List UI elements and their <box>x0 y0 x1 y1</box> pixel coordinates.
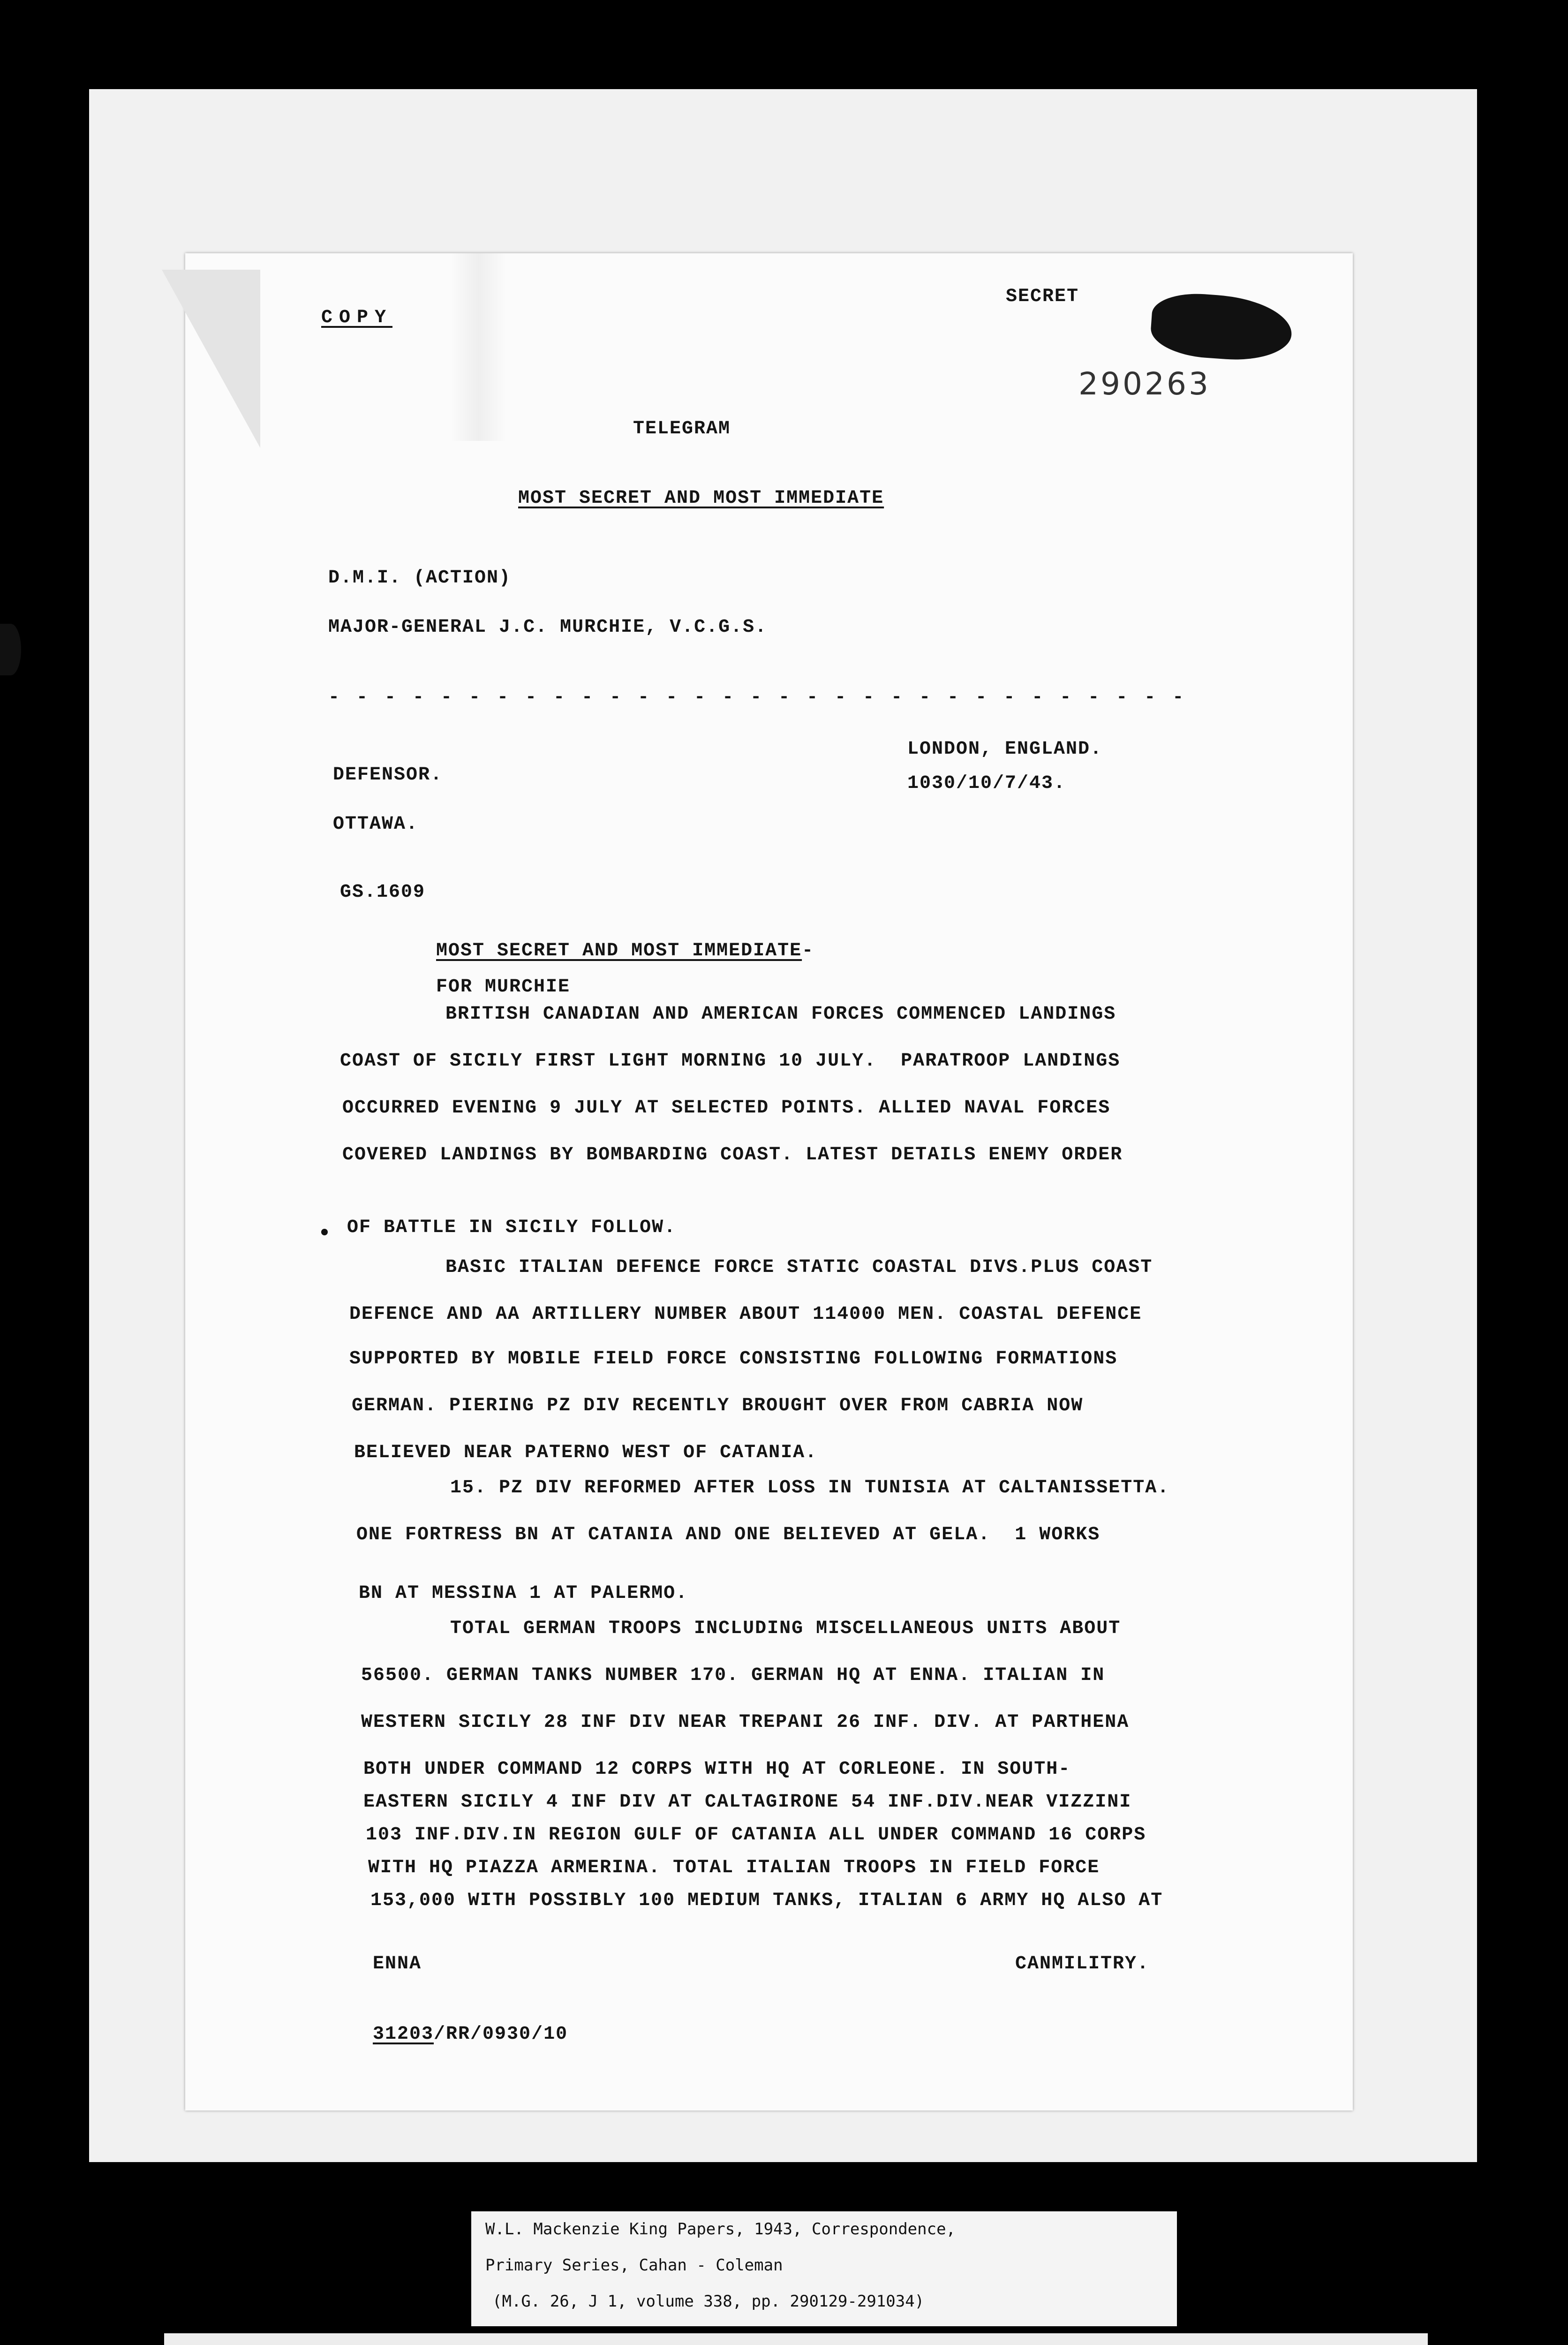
body-line: GERMAN. PIERING PZ DIV RECENTLY BROUGHT OVER FROM CABRIA NOW <box>352 1395 1084 1416</box>
heading-2-dash: - <box>802 940 814 961</box>
last-line: ENNA <box>373 1953 422 1974</box>
body-line: OF BATTLE IN SICILY FOLLOW. <box>347 1217 677 1238</box>
body-line: COVERED LANDINGS BY BOMBARDING COAST. LATEST DETAILS ENEMY ORDER <box>342 1144 1123 1165</box>
citation-line: Primary Series, Cahan - Coleman <box>485 2256 783 2275</box>
classification-label: SECRET <box>1006 286 1079 307</box>
reference-number: GS.1609 <box>340 882 426 903</box>
footer-ref-number: 31203 <box>373 2024 434 2045</box>
addressee: DEFENSOR. <box>333 764 443 786</box>
footer-ref-rest: /RR/0930/10 <box>434 2024 568 2045</box>
body-line: BASIC ITALIAN DEFENCE FORCE STATIC COASTAL DIVS.PLUS COAST <box>445 1257 1153 1278</box>
body-line: EASTERN SICILY 4 INF DIV AT CALTAGIRONE 54 INF.DIV.NEAR VIZZINI <box>363 1792 1132 1813</box>
body-line: BOTH UNDER COMMAND 12 CORPS WITH HQ AT CORLEONE. IN SOUTH- <box>363 1759 1071 1780</box>
for-line: FOR MURCHIE <box>436 976 571 998</box>
copy-label: COPY <box>321 307 393 328</box>
margin-dot <box>321 1229 328 1235</box>
body-line: DEFENCE AND AA ARTILLERY NUMBER ABOUT 114000 MEN. COASTAL DEFENCE <box>349 1304 1142 1325</box>
citation-line: W.L. Mackenzie King Papers, 1943, Correspondence, <box>485 2220 956 2239</box>
body-line: WESTERN SICILY 28 INF DIV NEAR TREPANI 26 INF. DIV. AT PARTHENA <box>361 1712 1130 1733</box>
body-line: OCCURRED EVENING 9 JULY AT SELECTED POINTS. ALLIED NAVAL FORCES <box>342 1097 1111 1119</box>
body-line: SUPPORTED BY MOBILE FIELD FORCE CONSISTING FOLLOWING FORMATIONS <box>349 1348 1118 1369</box>
body-line: 15. PZ DIV REFORMED AFTER LOSS IN TUNISIA AT CALTANISSETTA. <box>450 1477 1170 1498</box>
body-line: ONE FORTRESS BN AT CATANIA AND ONE BELIEVED AT GELA. 1 WORKS <box>356 1524 1101 1545</box>
archives-banner <box>164 2333 1428 2345</box>
body-line: 153,000 WITH POSSIBLY 100 MEDIUM TANKS, ITALIAN 6 ARMY HQ ALSO AT <box>370 1890 1163 1911</box>
heading-2: MOST SECRET AND MOST IMMEDIATE <box>436 940 802 961</box>
body-line: BN AT MESSINA 1 AT PALERMO. <box>359 1583 688 1604</box>
addressee-city: OTTAWA. <box>333 814 419 835</box>
file-number: 290263 <box>1078 366 1211 402</box>
body-line: BRITISH CANADIAN AND AMERICAN FORCES COMMENCED LANDINGS <box>445 1004 1116 1025</box>
citation-line: (M.G. 26, J 1, volume 338, pp. 290129-291034) <box>492 2292 925 2311</box>
body-line: TOTAL GERMAN TROOPS INCLUDING MISCELLANEOUS UNITS ABOUT <box>450 1618 1121 1639</box>
folded-corner <box>162 270 260 448</box>
datetime: 1030/10/7/43. <box>907 773 1066 794</box>
to-line-1: D.M.I. (ACTION) <box>328 567 512 589</box>
origin: LONDON, ENGLAND. <box>907 739 1103 760</box>
to-line-2: MAJOR-GENERAL J.C. MURCHIE, V.C.G.S. <box>328 617 768 638</box>
priority-heading: MOST SECRET AND MOST IMMEDIATE <box>518 488 884 509</box>
archive-citation-label <box>471 2211 1177 2326</box>
body-line: BELIEVED NEAR PATERNO WEST OF CATANIA. <box>354 1442 818 1463</box>
body-line: 103 INF.DIV.IN REGION GULF OF CATANIA ALL UNDER COMMAND 16 CORPS <box>366 1824 1146 1846</box>
body-line: WITH HQ PIAZZA ARMERINA. TOTAL ITALIAN TROOPS IN FIELD FORCE <box>368 1857 1100 1878</box>
body-line: COAST OF SICILY FIRST LIGHT MORNING 10 JULY. PARATROOP LANDINGS <box>340 1051 1121 1072</box>
telegram-title: TELEGRAM <box>633 418 731 439</box>
edge-mark <box>0 624 21 675</box>
separator-line: - - - - - - - - - - - - - - - - - - - - - - - - - - - - - - - <box>328 687 1187 708</box>
paper-crease <box>450 253 506 441</box>
body-line: 56500. GERMAN TANKS NUMBER 170. GERMAN HQ AT ENNA. ITALIAN IN <box>361 1665 1105 1686</box>
signature: CANMILITRY. <box>1015 1953 1150 1974</box>
